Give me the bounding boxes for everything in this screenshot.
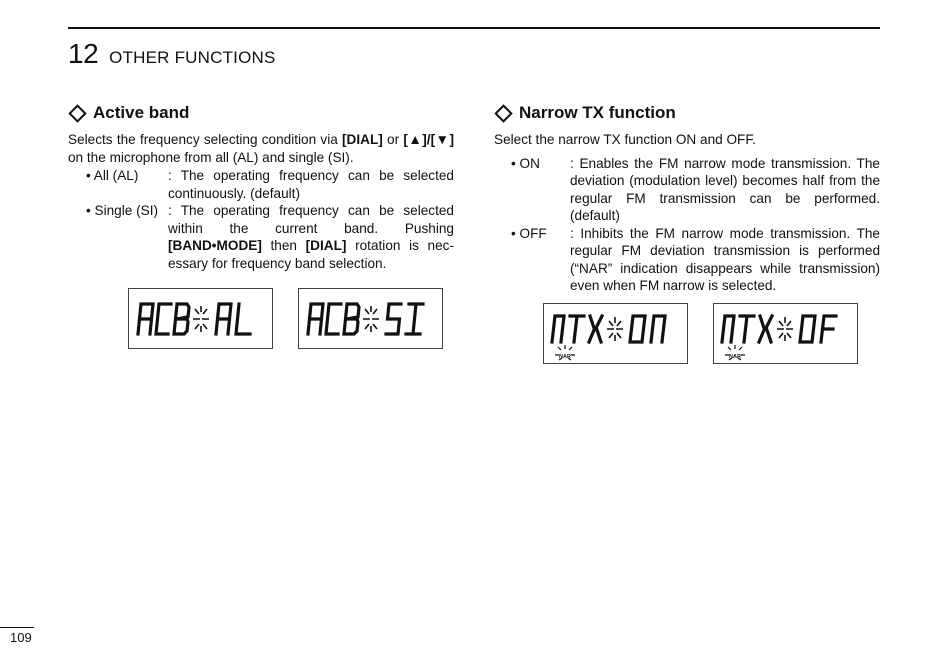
lcd-display-acb-si	[298, 288, 443, 349]
active-band-title: Active band	[93, 103, 190, 123]
narrow-tx-section	[494, 102, 880, 295]
chapter-title: OTHER FUNCTIONS	[109, 48, 276, 67]
option-label: • ON	[511, 155, 540, 171]
top-rule	[68, 27, 880, 29]
lcd-display-acb-al	[128, 288, 273, 349]
nar-indicator-icon: NAR	[559, 354, 571, 360]
active-band-intro: Selects the frequency selecting condition via [DIAL] or [▲]/[▼] on the microphone from all (AL) and single (SI).	[68, 132, 455, 165]
option-off	[511, 225, 880, 295]
option-description: : The operating frequency can be selected continuously. (default)	[168, 168, 454, 201]
lcd-display-ntx-of	[713, 303, 858, 364]
diamond-bullet-icon	[494, 104, 512, 122]
option-description: : The operating frequency can be selected within the current band. Pushing [BAND•MODE] then [DIAL] rotation is nec- essary for frequency band selection.	[168, 203, 455, 271]
chapter-number: 12	[68, 38, 99, 69]
active-band-options	[68, 167, 454, 272]
option-on	[511, 155, 880, 225]
lcd-display-ntx-on	[543, 303, 688, 364]
lcd-acb-al-graphic	[129, 289, 272, 348]
nar-indicator-icon: NAR	[729, 354, 741, 360]
lcd-acb-si-graphic	[299, 289, 442, 348]
option-label: • Single (SI)	[86, 203, 158, 218]
footer-rule	[0, 627, 34, 628]
narrow-tx-heading	[494, 102, 880, 124]
diamond-bullet-icon	[68, 104, 86, 122]
option-all	[86, 167, 454, 202]
option-description: : Inhibits the FM narrow mode transmission. The regular FM deviation transmission is performed (“NAR” indication disappears while transmission) even when FM narrow is selected.	[570, 225, 880, 293]
option-label: • All (AL)	[86, 168, 139, 183]
chapter-header	[68, 38, 276, 70]
active-band-section	[68, 102, 454, 272]
narrow-tx-title: Narrow TX function	[519, 103, 676, 123]
option-single	[86, 202, 454, 272]
option-description: : Enables the FM narrow mode transmission. The deviation (modulation level) becomes half from the regular FM transmission can be performed. (default)	[570, 155, 880, 223]
narrow-tx-options	[494, 155, 880, 295]
narrow-tx-intro: Select the narrow TX function ON and OFF.	[494, 132, 756, 147]
option-label: • OFF	[511, 225, 547, 241]
page-number: 109	[10, 630, 32, 645]
lcd-ntx-on-graphic	[544, 304, 687, 363]
active-band-heading	[68, 102, 454, 124]
lcd-ntx-of-graphic	[714, 304, 857, 363]
